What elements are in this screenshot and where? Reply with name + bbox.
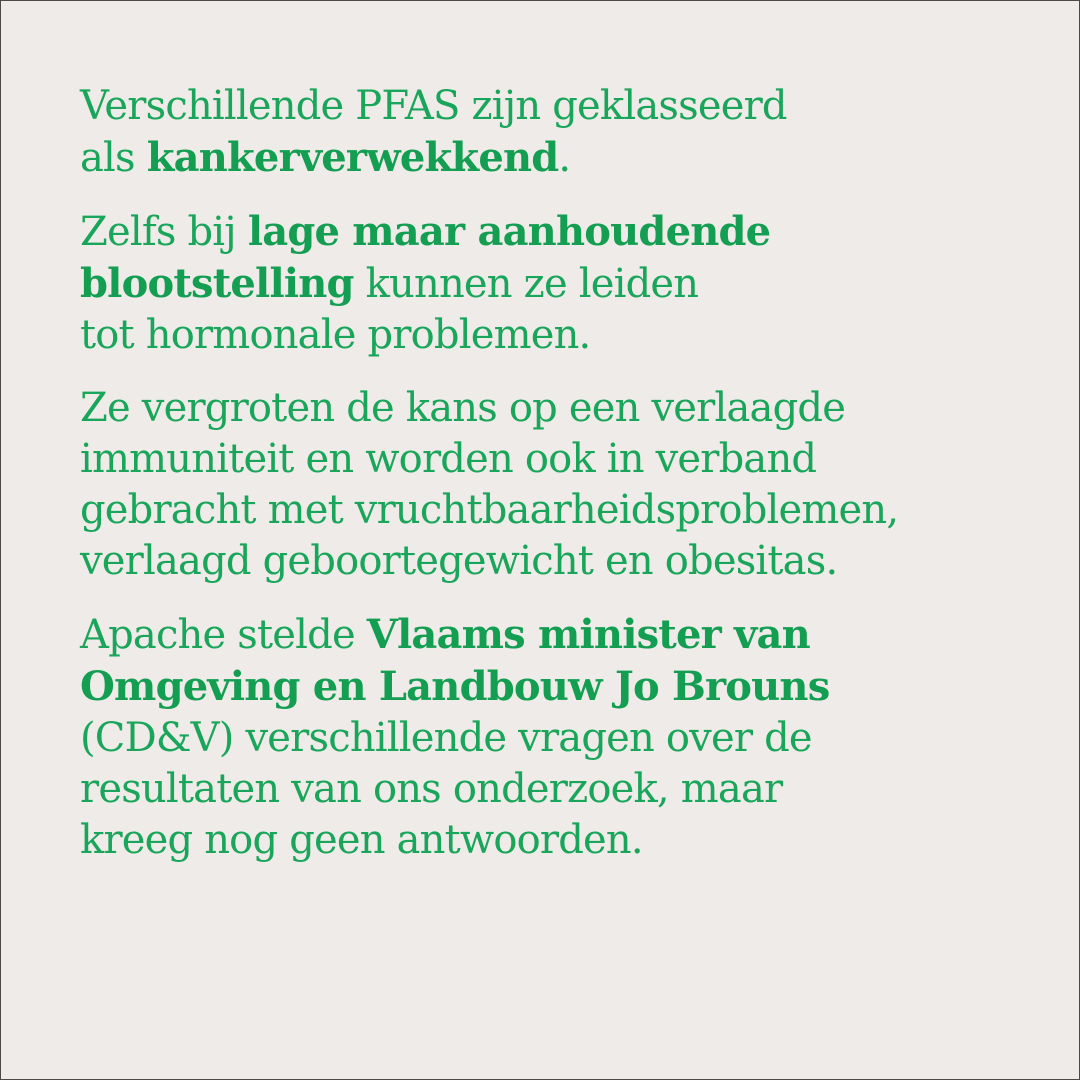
text-line [80, 310, 1040, 361]
text-span: kreeg nog geen antwoorden. [80, 817, 643, 863]
emphasis-text: Vlaams minister van [366, 611, 810, 658]
text-span: resultaten van ons onderzoek, maar [80, 766, 783, 812]
text-line [80, 206, 1040, 258]
emphasis-text: Omgeving en Landbouw Jo Brouns [80, 663, 830, 710]
text-line [80, 258, 1040, 310]
emphasis-text: kankerverwekkend [146, 134, 559, 181]
text-line [80, 815, 1040, 866]
text-span: tot hormonale problemen. [80, 312, 591, 358]
text-span: immuniteit en worden ook in verband [80, 436, 817, 482]
text-span: Ze vergroten de kans op een verlaagde [80, 385, 846, 431]
text-line [80, 764, 1040, 815]
text-span: (CD&V) verschillende vragen over de [80, 715, 812, 761]
text-line [80, 536, 1040, 587]
text-span: verlaagd geboortegewicht en obesitas. [80, 538, 838, 584]
text-span: gebracht met vruchtbaarheidsproblemen, [80, 487, 899, 533]
paragraph-carcinogenic [80, 81, 1040, 184]
article-text [80, 81, 1040, 888]
text-span: Apache stelde [80, 612, 367, 658]
emphasis-text: blootstelling [80, 260, 354, 307]
text-line [80, 383, 1040, 434]
text-span: als [80, 135, 147, 181]
text-line [80, 81, 1040, 132]
text-line [80, 132, 1040, 184]
paragraph-immunity [80, 383, 1040, 587]
paragraph-minister [80, 609, 1040, 866]
text-line [80, 434, 1040, 485]
text-span: kunnen ze leiden [353, 261, 699, 307]
text-span: Zelfs bij [80, 209, 248, 255]
text-span: Verschillende PFAS zijn geklasseerd [80, 83, 787, 129]
paragraph-hormonal [80, 206, 1040, 361]
emphasis-text: lage maar aanhoudende [247, 208, 771, 255]
text-span: . [558, 135, 571, 181]
text-line [80, 713, 1040, 764]
text-line [80, 485, 1040, 536]
text-line [80, 609, 1040, 661]
text-line [80, 661, 1040, 713]
